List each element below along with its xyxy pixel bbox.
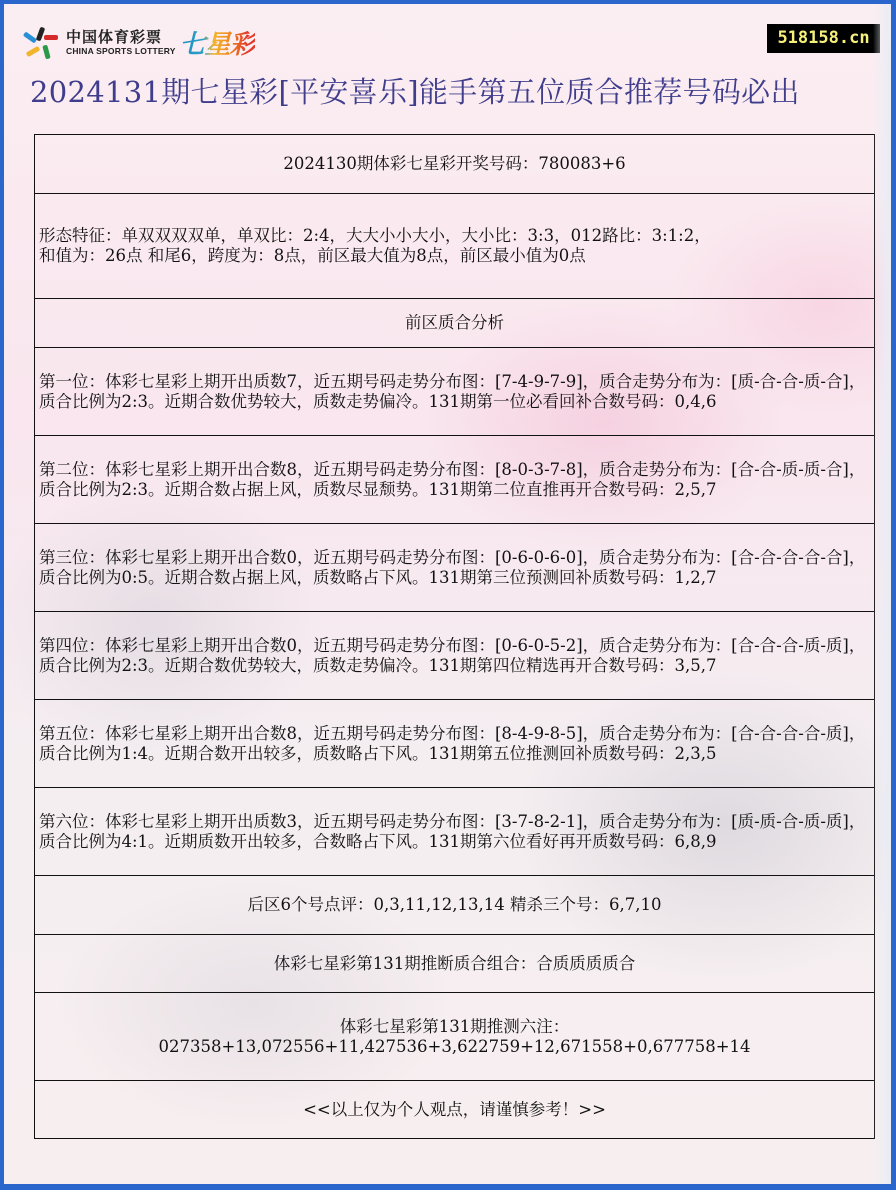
position-row-2	[35, 436, 875, 524]
section-title-row	[35, 299, 875, 348]
logo-english-name: CHINA SPORTS LOTTERY	[66, 45, 176, 56]
six-bets-numbers: 027358+13,072556+11,427536+3,622759+12,671558+0,677758+14	[158, 1036, 751, 1056]
draw-result: 2024130期体彩七星彩开奖号码：780083+6	[35, 135, 875, 194]
position-analysis-6: 第六位：体彩七星彩上期开出质数3，近五期号码走势分布图：[3-7-8-2-1]，质合走势分布为：[质-质-合-质-质]，质合比例为4:1。近期质数开出较多，合数略占下风。131期第六位看好再开质数号码：6,8,9	[35, 788, 875, 876]
combo-row	[35, 935, 875, 993]
six-bets-cell	[35, 993, 875, 1081]
prime-composite-combo: 体彩七星彩第131期推断质合组合：合质质质质合	[35, 935, 875, 993]
position-analysis-3: 第三位：体彩七星彩上期开出合数0，近五期号码走势分布图：[0-6-0-6-0]，质合走势分布为：[合-合-合-合-合]，质合比例为0:5。近期合数占据上风，质数略占下风。131期第三位预测回补质数号码：1,2,7	[35, 524, 875, 612]
back-zone-row	[35, 876, 875, 935]
disclaimer-row	[35, 1081, 875, 1139]
six-bets-row	[35, 993, 875, 1081]
features-line-1: 形态特征：单双双双双单，单双比：2:4，大大小小大小，大小比：3:3，012路比：3:1:2，	[39, 226, 711, 245]
position-analysis-4: 第四位：体彩七星彩上期开出合数0，近五期号码走势分布图：[0-6-0-5-2]，质合走势分布为：[合-合-合-质-质]，质合比例为2:3。近期合数优势较大，质数走势偏冷。131期第四位精选再开合数号码：3,5,7	[35, 612, 875, 700]
features-line-2: 和值为：26点 和尾6，跨度为：8点，前区最大值为8点，前区最小值为0点	[39, 246, 586, 265]
position-row-3	[35, 524, 875, 612]
position-analysis-5: 第五位：体彩七星彩上期开出合数8，近五期号码走势分布图：[8-4-9-8-5]，质合走势分布为：[合-合-合-合-质]，质合比例为1:4。近期合数开出较多，质数略占下风。131期第五位推测回补质数号码：2,3,5	[35, 700, 875, 788]
china-sports-lottery-star-icon	[22, 23, 60, 61]
position-row-6	[35, 788, 875, 876]
back-zone-analysis: 后区6个号点评：0,3,11,12,13,14 精杀三个号：6,7,10	[35, 876, 875, 935]
position-row-1	[35, 348, 875, 436]
position-analysis-2: 第二位：体彩七星彩上期开出合数8，近五期号码走势分布图：[8-0-3-7-8]，质合走势分布为：[合-合-质-质-合]，质合比例为2:3。近期合数占据上风，质数尽显颓势。131期第二位直推再开合数号码：2,5,7	[35, 436, 875, 524]
page-title: 2024131期七星彩[平安喜乐]能手第五位质合推荐号码必出	[30, 75, 800, 109]
draw-result-row	[35, 135, 875, 194]
report-table	[34, 134, 875, 1139]
position-analysis-1: 第一位：体彩七星彩上期开出质数7，近五期号码走势分布图：[7-4-9-7-9]，质合走势分布为：[质-合-合-质-合]，质合比例为2:3。近期合数优势较大，质数走势偏冷。131期第一位必看回补合数号码：0,4,6	[35, 348, 875, 436]
six-bets-title: 体彩七星彩第131期推测六注：	[339, 1016, 570, 1036]
site-badge[interactable]: 518158.cn	[767, 24, 880, 53]
features-cell	[35, 194, 875, 299]
disclaimer: <<以上仅为个人观点，请谨慎参考！>>	[35, 1081, 875, 1139]
section-title: 前区质合分析	[35, 299, 875, 348]
lottery-logo	[22, 22, 255, 62]
logo-chinese-name: 中国体育彩票	[66, 27, 163, 46]
logo-brand-name: 七星彩	[180, 24, 255, 61]
features-row	[35, 194, 875, 299]
position-row-5	[35, 700, 875, 788]
position-row-4	[35, 612, 875, 700]
